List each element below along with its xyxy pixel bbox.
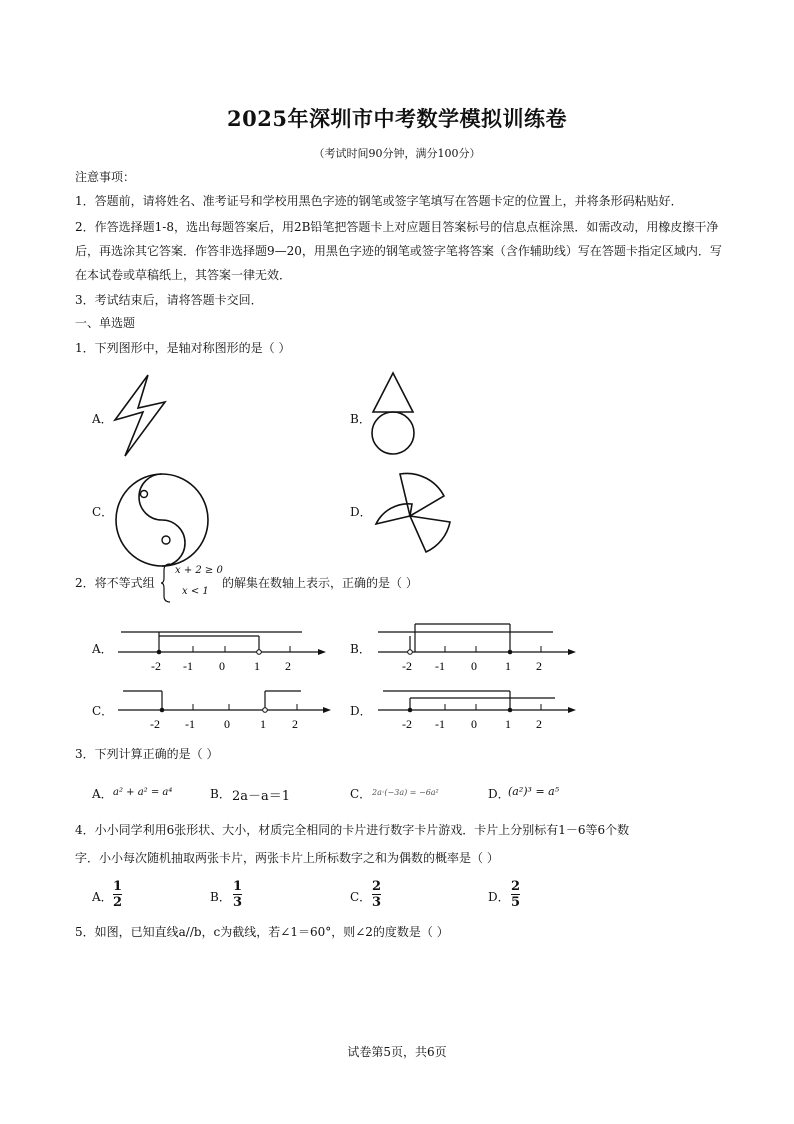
- exam-subtitle: （考试时间90分钟，满分100分）: [313, 147, 481, 160]
- q4-label-b: B．: [210, 890, 231, 904]
- q4-option-d: [511, 880, 520, 909]
- q4-a-denominator: 2: [113, 895, 123, 910]
- q2-inequality-2: x < 1: [182, 586, 209, 597]
- note-2-line-2: 后，再选涂其它答案．作答非选择题9—20，用黑色字迹的钢笔或签字笔将答案（含作辅助线）写在答题卡指定区域内．写: [75, 244, 722, 258]
- q4-c-denominator: 3: [372, 895, 382, 910]
- exam-title: 2025年深圳市中考数学模拟训练卷: [227, 106, 567, 131]
- note-2-line-3: 在本试卷或草稿纸上，其答案一律无效．: [75, 268, 292, 282]
- tick-a-4: 1: [254, 659, 260, 673]
- q4-label-a: A．: [92, 890, 113, 904]
- q3-label-b: B．: [210, 787, 231, 801]
- tick-c-5: 2: [292, 717, 298, 731]
- q2-label-a: A．: [92, 642, 113, 656]
- note-1: 1．答题前，请将姓名、准考证号和学校用黑色字迹的钢笔或签字笔填写在答题卡定的位置上，并将条形码粘贴好．: [75, 194, 683, 208]
- yin-yang-figure: [112, 470, 212, 570]
- number-line-c: [115, 682, 340, 737]
- q4-b-denominator: 3: [233, 895, 243, 910]
- q4-d-numerator: 2: [511, 879, 521, 894]
- tick-c-1: -2: [150, 717, 160, 731]
- q4-label-c: C．: [350, 890, 372, 904]
- note-2-line-1: 2．作答选择题1-8，选出每题答案后，用2B铅笔把答题卡上对应题目答案标号的信息点框涂黑．如需改动，用橡皮擦干净: [75, 220, 719, 234]
- tick-b-2: -1: [435, 659, 445, 673]
- q3-option-d: (a²)³ = a⁵: [508, 785, 560, 798]
- tick-a-1: -2: [151, 659, 161, 673]
- number-line-b: [375, 620, 590, 675]
- q4-c-numerator: 2: [372, 879, 382, 894]
- tick-d-5: 2: [536, 717, 542, 731]
- q2-inequality-1: x + 2 ≥ 0: [175, 565, 223, 576]
- section-heading: 一、单选题: [75, 316, 136, 330]
- q1-stem: 1．下列图形中，是轴对称图形的是（ ）: [75, 341, 291, 355]
- notes-heading: 注意事项：: [75, 170, 136, 184]
- fan-sectors-figure: [368, 466, 468, 558]
- number-line-a: [115, 620, 330, 675]
- q2-label-c: C．: [92, 704, 114, 718]
- q4-stem-line-1: 4．小小同学利用6张形状、大小，材质完全相同的卡片进行数字卡片游戏．卡片上分别标有1－6等6个数: [75, 823, 630, 837]
- q4-stem-line-2: 字．小小每次随机抽取两张卡片，两张卡片上所标数字之和为偶数的概率是（ ）: [75, 851, 499, 865]
- q3-label-c: C．: [350, 787, 372, 801]
- tick-a-5: 2: [285, 659, 291, 673]
- q3-option-c: 2a·(−3a) = −6a²: [372, 788, 439, 797]
- q1-label-d: D．: [350, 505, 372, 519]
- tick-d-1: -2: [402, 717, 412, 731]
- q4-option-c: [372, 880, 381, 909]
- lightning-bolt-figure: [110, 370, 170, 460]
- tick-b-4: 1: [505, 659, 511, 673]
- page-footer: 试卷第5页，共6页: [347, 1045, 447, 1059]
- tick-d-3: 0: [471, 717, 477, 731]
- tick-b-1: -2: [402, 659, 412, 673]
- q3-label-a: A．: [92, 787, 113, 801]
- q4-label-d: D．: [488, 890, 510, 904]
- number-line-d: [375, 682, 590, 737]
- q4-d-denominator: 5: [511, 895, 521, 910]
- q4-a-numerator: 1: [113, 879, 123, 894]
- q3-option-a: a² + a² = a⁴: [113, 787, 173, 798]
- tick-a-3: 0: [219, 659, 225, 673]
- q1-label-a: A．: [92, 412, 113, 426]
- q3-stem: 3．下列计算正确的是（ ）: [75, 747, 219, 761]
- q5-stem: 5．如图，已知直线a//b，c为截线，若∠1＝60°，则∠2的度数是（ ）: [75, 925, 449, 939]
- tick-c-2: -1: [185, 717, 195, 731]
- q3-label-d: D．: [488, 787, 510, 801]
- tick-b-5: 2: [536, 659, 542, 673]
- q1-label-c: C．: [92, 505, 114, 519]
- system-brace: [160, 562, 172, 604]
- q3-option-b: 2a－a＝1: [232, 789, 291, 804]
- tick-a-2: -1: [183, 659, 193, 673]
- note-3: 3．考试结束后，请将答题卡交回．: [75, 293, 263, 307]
- q2-stem-post: 的解集在数轴上表示，正确的是（ ）: [222, 576, 418, 590]
- q2-label-b: B．: [350, 642, 371, 656]
- tick-d-2: -1: [435, 717, 445, 731]
- q2-label-d: D．: [350, 704, 372, 718]
- triangle-circle-figure: [368, 370, 428, 460]
- q4-b-numerator: 1: [233, 879, 243, 894]
- q4-option-b: [233, 880, 242, 909]
- tick-b-3: 0: [471, 659, 477, 673]
- q4-option-a: [113, 880, 122, 909]
- q2-stem-pre: 2．将不等式组: [75, 576, 155, 590]
- tick-c-3: 0: [224, 717, 230, 731]
- tick-c-4: 1: [260, 717, 266, 731]
- tick-d-4: 1: [505, 717, 511, 731]
- q1-label-b: B．: [350, 412, 371, 426]
